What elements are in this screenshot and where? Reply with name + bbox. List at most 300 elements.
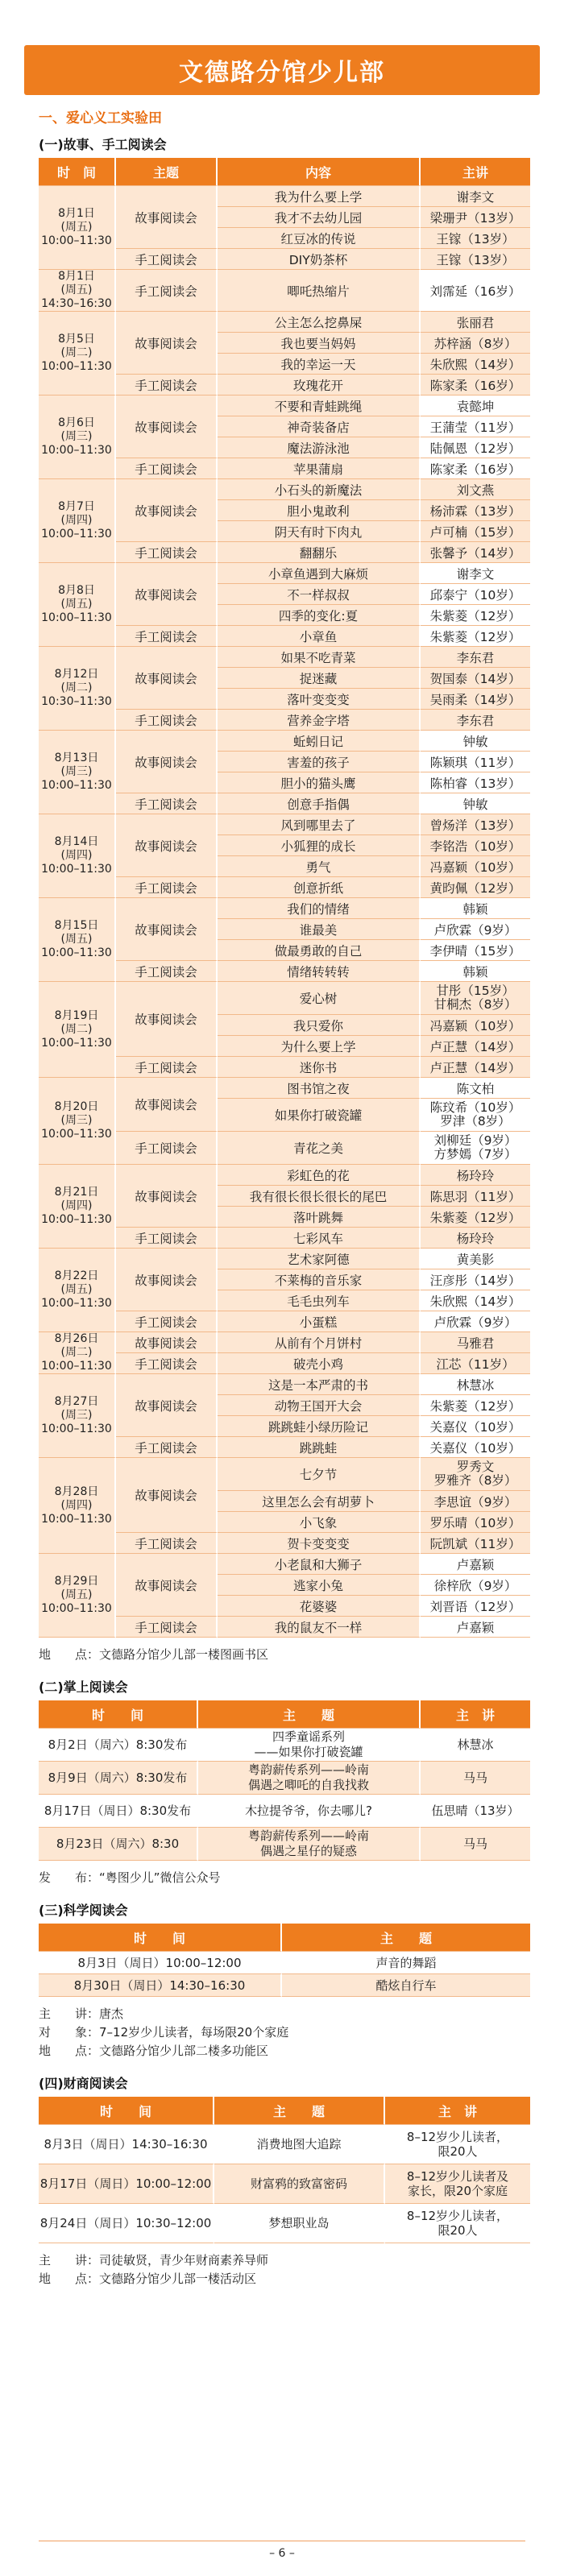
- lecturer-cell: 马马: [421, 1828, 530, 1861]
- topic-cell: 不一样叔叔: [218, 584, 421, 605]
- date-line: 10:30–11:30: [41, 695, 112, 708]
- date-line: (周四): [60, 1199, 93, 1212]
- activity-type-cell: 故事阅读会: [116, 563, 218, 626]
- lecturer-cell: 卢嘉颖: [421, 1554, 530, 1575]
- topic-cell: 七夕节: [218, 1458, 421, 1491]
- audience-cell: 8–12岁少儿读者， 限20人: [385, 2125, 530, 2164]
- lecturer-cell: 卢正慧（14岁）: [421, 1057, 530, 1078]
- topic-cell: 我为什么要上学: [218, 186, 421, 207]
- table-header-row: [39, 1924, 530, 1952]
- topic-cell: 财富鸦的致富密码: [214, 2164, 385, 2204]
- lecturer-cell: 朱欣熙（14岁）: [421, 354, 530, 375]
- topic-cell: 落叶变变变: [218, 689, 421, 710]
- note-line: 地 点：文德路分馆少儿部二楼多功能区: [39, 2044, 269, 2058]
- lecturer-cell: 黄美影: [421, 1249, 530, 1269]
- topic-cell: 我们的情绪: [218, 898, 421, 919]
- lecturer-cell: 李铭浩（10岁）: [421, 835, 530, 856]
- date-cell: [39, 396, 116, 479]
- topic-cell: 小老鼠和大狮子: [218, 1554, 421, 1575]
- topic-cell: DIY奶茶杯: [218, 249, 421, 270]
- date-cell: [39, 1249, 116, 1332]
- date-cell: [39, 563, 116, 647]
- activity-type-cell: 故事阅读会: [116, 1458, 218, 1533]
- time-cell: 8月23日（周六）8:30: [39, 1828, 198, 1861]
- lecturer-cell: 陈家柔（16岁）: [421, 375, 530, 396]
- topic-cell: 图书馆之夜: [218, 1078, 421, 1099]
- topic-cell: 玫瑰花开: [218, 375, 421, 396]
- activity-type-cell: 手工阅读会: [116, 793, 218, 814]
- lecturer-cell: 王镓（13岁）: [421, 249, 530, 270]
- part3-notes: [0, 2005, 564, 2059]
- topic-cell: 为什么要上学: [218, 1036, 421, 1057]
- lecturer-cell: 李东君: [421, 647, 530, 668]
- date-cell: [39, 1078, 116, 1165]
- topic-cell: 小飞象: [218, 1512, 421, 1533]
- lecturer-cell: 甘彤（15岁） 甘桐杰（8岁）: [421, 982, 530, 1015]
- date-line: 8月5日: [58, 333, 95, 346]
- topic-cell: 我的幸运一天: [218, 354, 421, 375]
- table-row: [39, 1249, 530, 1269]
- lecturer-cell: 林慧冰: [421, 1374, 530, 1395]
- page-banner: [24, 45, 540, 95]
- lecturer-cell: 陆佩恩（12岁）: [421, 437, 530, 458]
- lecturer-cell: 韩颖: [421, 961, 530, 982]
- topic-cell: 小狐狸的成长: [218, 835, 421, 856]
- page-number: – 6 –: [269, 2547, 295, 2560]
- topic-cell: 做最勇敢的自己: [218, 940, 421, 961]
- time-cell: 8月3日（周日）10:00–12:00: [39, 1952, 282, 1974]
- topic-cell: 跳跳蛙: [218, 1437, 421, 1458]
- science-reading-table: [39, 1924, 530, 1997]
- lecturer-cell: 陈思羽（11岁）: [421, 1186, 530, 1207]
- table-row: [39, 1795, 530, 1828]
- lecturer-cell: 刘柳廷（9岁） 方梦嫣（7岁）: [421, 1132, 530, 1165]
- topic-cell: 木拉提爷爷，你去哪儿?: [198, 1795, 421, 1828]
- table-row: [39, 2164, 530, 2204]
- topic-cell: 花婆婆: [218, 1596, 421, 1617]
- date-line: (周四): [60, 1498, 93, 1512]
- date-line: 10:00–11:30: [41, 1512, 112, 1526]
- topic-cell: 青花之美: [218, 1132, 421, 1165]
- lecturer-cell: 邱泰宁（10岁）: [421, 584, 530, 605]
- table-row: [39, 982, 530, 1015]
- date-line: 10:00–11:30: [41, 1128, 112, 1141]
- lecturer-cell: 林慧冰: [421, 1729, 530, 1762]
- topic-cell: 破壳小鸡: [218, 1353, 421, 1374]
- topic-cell: 这是一本严肃的书: [218, 1374, 421, 1395]
- finance-reading-table: [39, 2097, 530, 2243]
- topic-cell: 酷炫自行车: [282, 1974, 530, 1997]
- lecturer-cell: 梁珊尹（13岁）: [421, 207, 530, 228]
- lecturer-cell: 苏梓涵（8岁）: [421, 333, 530, 354]
- activity-type-cell: 故事阅读会: [116, 647, 218, 710]
- date-line: 8月1日: [58, 207, 95, 220]
- lecturer-cell: 杨沛霖（13岁）: [421, 500, 530, 521]
- activity-type-cell: 故事阅读会: [116, 396, 218, 458]
- lecturer-cell: 曾炀洋（13岁）: [421, 814, 530, 835]
- activity-type-cell: 手工阅读会: [116, 375, 218, 396]
- date-line: 10:00–11:30: [41, 444, 112, 457]
- lecturer-cell: 杨玲玲: [421, 1228, 530, 1249]
- column-header: 主 讲: [421, 1700, 530, 1729]
- story-craft-table: [39, 158, 530, 1638]
- table-row: [39, 1554, 530, 1575]
- table-header-row: [39, 158, 530, 186]
- lecturer-cell: 伍思晴（13岁）: [421, 1795, 530, 1828]
- lecturer-cell: 吴雨柔（14岁）: [421, 689, 530, 710]
- activity-type-cell: 故事阅读会: [116, 312, 218, 375]
- topic-cell: 神奇装备店: [218, 416, 421, 437]
- lecturer-cell: 王镓（13岁）: [421, 228, 530, 249]
- activity-type-cell: 故事阅读会: [116, 898, 218, 961]
- activity-type-cell: 手工阅读会: [116, 1353, 218, 1374]
- table-row: [39, 731, 530, 752]
- table-row: [39, 898, 530, 919]
- topic-cell: 公主怎么挖鼻屎: [218, 312, 421, 333]
- activity-type-cell: 手工阅读会: [116, 1437, 218, 1458]
- date-cell: [39, 731, 116, 814]
- lecturer-cell: 徐梓欣（9岁）: [421, 1575, 530, 1596]
- date-cell: [39, 982, 116, 1078]
- topic-cell: 蚯蚓日记: [218, 731, 421, 752]
- lecturer-cell: 马马: [421, 1762, 530, 1795]
- lecturer-cell: 贺国泰（14岁）: [421, 668, 530, 689]
- time-cell: 8月17日（周日）10:00–12:00: [39, 2164, 214, 2204]
- topic-cell: 魔法游泳池: [218, 437, 421, 458]
- activity-type-cell: 故事阅读会: [116, 1078, 218, 1132]
- column-header: 主 题: [282, 1924, 530, 1952]
- lecturer-cell: 钟敏: [421, 793, 530, 814]
- activity-type-cell: 手工阅读会: [116, 1311, 218, 1332]
- table-row: [39, 270, 530, 312]
- date-line: 8月29日: [54, 1575, 99, 1588]
- date-line: 8月7日: [58, 500, 95, 513]
- column-header: 主讲: [421, 158, 530, 186]
- activity-type-cell: 手工阅读会: [116, 626, 218, 647]
- activity-type-cell: 手工阅读会: [116, 1617, 218, 1638]
- topic-cell: 小章鱼遇到大麻烦: [218, 563, 421, 584]
- date-line: (周四): [60, 514, 93, 527]
- topic-cell: 爱心树: [218, 982, 421, 1015]
- date-line: 10:00–11:30: [41, 1423, 112, 1435]
- table-row: [39, 2204, 530, 2243]
- time-cell: 8月24日（周日）10:30–12:00: [39, 2204, 214, 2243]
- lecturer-cell: 卢嘉颖: [421, 1617, 530, 1638]
- table-header-row: [39, 2097, 530, 2125]
- part1-title: (一)故事、手工阅读会: [39, 137, 167, 152]
- lecturer-cell: 刘晋语（12岁）: [421, 1596, 530, 1617]
- lecturer-cell: 刘文燕: [421, 479, 530, 500]
- date-line: 10:00–11:30: [41, 1213, 112, 1226]
- activity-type-cell: 故事阅读会: [116, 1374, 218, 1437]
- column-header: 主 讲: [385, 2097, 530, 2125]
- audience-cell: 8–12岁少儿读者及 家长，限20个家庭: [385, 2164, 530, 2204]
- topic-cell: 不要和青蛙跳绳: [218, 396, 421, 416]
- lecturer-cell: 陈柏睿（13岁）: [421, 772, 530, 793]
- part1-place: 地 点：文德路分馆少儿部一楼图画书区: [39, 1647, 269, 1662]
- date-line: 8月21日: [54, 1186, 99, 1199]
- column-header: 主 题: [214, 2097, 385, 2125]
- lecturer-cell: 江芯（11岁）: [421, 1353, 530, 1374]
- topic-cell: 我的鼠友不一样: [218, 1617, 421, 1638]
- date-line: (周三): [60, 765, 93, 778]
- table-row: [39, 563, 530, 584]
- topic-cell: 我才不去幼儿园: [218, 207, 421, 228]
- topic-cell: 如果你打破瓷罐: [218, 1099, 421, 1132]
- table-row: [39, 1729, 530, 1762]
- topic-cell: 如果不吃青菜: [218, 647, 421, 668]
- column-header: 主题: [116, 158, 218, 186]
- table-row: [39, 312, 530, 333]
- lecturer-cell: 朱紫菱（12岁）: [421, 1395, 530, 1416]
- activity-type-cell: 故事阅读会: [116, 982, 218, 1057]
- topic-cell: 小章鱼: [218, 626, 421, 647]
- topic-cell: 营养金字塔: [218, 710, 421, 731]
- topic-cell: 小石头的新魔法: [218, 479, 421, 500]
- topic-cell: 粤韵薪传系列——岭南 偶遇之星仔的疑惑: [198, 1828, 421, 1861]
- date-line: 10:00–11:30: [41, 863, 112, 876]
- date-line: (周三): [60, 1114, 93, 1127]
- date-line: 10:00–11:30: [41, 611, 112, 624]
- lecturer-cell: 汪彦彤（14岁）: [421, 1269, 530, 1290]
- topic-cell: 情绪转转转: [218, 961, 421, 982]
- lecturer-cell: 谢李文: [421, 563, 530, 584]
- date-cell: [39, 312, 116, 396]
- topic-cell: 跳跳蛙小绿历险记: [218, 1416, 421, 1437]
- topic-cell: 捉迷藏: [218, 668, 421, 689]
- lecturer-cell: 张丽君: [421, 312, 530, 333]
- note-line: 对 象：7–12岁少儿读者，每场限20个家庭: [39, 2025, 289, 2040]
- lecturer-cell: 黄昀佩（12岁）: [421, 877, 530, 898]
- note-line: 主 讲：司徒敏贤，青少年财商素养导师: [39, 2253, 269, 2267]
- banner-title: 文德路分馆少儿部: [179, 59, 385, 87]
- date-line: (周三): [60, 430, 93, 443]
- date-cell: [39, 479, 116, 563]
- topic-cell: 谁最美: [218, 919, 421, 940]
- part4-notes: [0, 2251, 564, 2287]
- topic-cell: 七彩风车: [218, 1228, 421, 1249]
- topic-cell: 逃家小兔: [218, 1575, 421, 1596]
- table-header-row: [39, 1700, 530, 1729]
- date-line: 10:00–11:30: [41, 360, 112, 373]
- date-cell: [39, 898, 116, 982]
- lecturer-cell: 卢欣霖（9岁）: [421, 1311, 530, 1332]
- column-header: 时 间: [39, 158, 116, 186]
- date-line: 8月8日: [58, 584, 95, 597]
- time-cell: 8月3日（周日）14:30–16:30: [39, 2125, 214, 2164]
- date-line: 8月15日: [54, 919, 99, 932]
- table-row: [39, 1762, 530, 1795]
- date-line: 10:00–11:30: [41, 234, 112, 247]
- table-row: [39, 1374, 530, 1395]
- date-line: (周二): [60, 1022, 93, 1036]
- topic-cell: 不莱梅的音乐家: [218, 1269, 421, 1290]
- topic-cell: 四季的变化:夏: [218, 605, 421, 626]
- date-line: (周五): [60, 221, 93, 234]
- topic-cell: 落叶跳舞: [218, 1207, 421, 1228]
- table-row: [39, 2125, 530, 2164]
- activity-type-cell: 故事阅读会: [116, 1554, 218, 1617]
- topic-cell: 迷你书: [218, 1057, 421, 1078]
- lecturer-cell: 张馨予（14岁）: [421, 542, 530, 563]
- lecturer-cell: 陈文柏: [421, 1078, 530, 1099]
- online-reading-table: [39, 1700, 530, 1861]
- topic-cell: 害羞的孩子: [218, 752, 421, 772]
- lecturer-cell: 卢欣霖（9岁）: [421, 919, 530, 940]
- lecturer-cell: 韩颖: [421, 898, 530, 919]
- date-line: 10:00–11:30: [41, 1602, 112, 1615]
- table-row: [39, 1828, 530, 1861]
- lecturer-cell: 李东君: [421, 710, 530, 731]
- topic-cell: 毛毛虫列车: [218, 1290, 421, 1311]
- page: [0, 45, 564, 2576]
- topic-cell: 红豆冰的传说: [218, 228, 421, 249]
- activity-type-cell: 手工阅读会: [116, 710, 218, 731]
- table-row: [39, 1458, 530, 1491]
- topic-cell: 风到哪里去了: [218, 814, 421, 835]
- date-cell: [39, 1165, 116, 1249]
- activity-type-cell: 故事阅读会: [116, 814, 218, 877]
- date-line: 10:00–11:30: [41, 1297, 112, 1310]
- column-header: 时 间: [39, 1924, 282, 1952]
- lecturer-cell: 马雅君: [421, 1332, 530, 1353]
- date-line: (周二): [60, 1346, 93, 1359]
- lecturer-cell: 钟敏: [421, 731, 530, 752]
- date-line: 10:00–11:30: [41, 1036, 112, 1050]
- lecturer-cell: 冯嘉颖（10岁）: [421, 1015, 530, 1036]
- date-line: 8月27日: [54, 1395, 99, 1408]
- date-cell: [39, 270, 116, 312]
- topic-cell: 动物王国开大会: [218, 1395, 421, 1416]
- time-cell: 8月30日（周日）14:30–16:30: [39, 1974, 282, 1997]
- lecturer-cell: 王蒲莹（11岁）: [421, 416, 530, 437]
- activity-type-cell: 手工阅读会: [116, 961, 218, 982]
- date-cell: [39, 1554, 116, 1638]
- lecturer-cell: 朱紫菱（12岁）: [421, 1207, 530, 1228]
- topic-cell: 我有很长很长很长的尾巴: [218, 1186, 421, 1207]
- date-line: 8月22日: [54, 1269, 99, 1282]
- lecturer-cell: 李伊晴（15岁）: [421, 940, 530, 961]
- activity-type-cell: 手工阅读会: [116, 458, 218, 479]
- time-cell: 8月2日（周六）8:30发布: [39, 1729, 198, 1762]
- date-line: 8月6日: [58, 416, 95, 429]
- date-cell: [39, 814, 116, 898]
- lecturer-cell: 朱欣熙（14岁）: [421, 1290, 530, 1311]
- date-line: 8月20日: [54, 1100, 99, 1113]
- date-line: 8月28日: [54, 1485, 99, 1498]
- lecturer-cell: 刘霈延（16岁）: [421, 270, 530, 312]
- topic-cell: 艺术家阿德: [218, 1249, 421, 1269]
- date-line: (周五): [60, 1283, 93, 1296]
- date-line: 10:00–11:30: [41, 1360, 112, 1373]
- lecturer-cell: 谢李文: [421, 186, 530, 207]
- date-line: (周五): [60, 1588, 93, 1601]
- activity-type-cell: 故事阅读会: [116, 1165, 218, 1228]
- table-row: [39, 1332, 530, 1353]
- date-cell: [39, 647, 116, 731]
- topic-cell: 我只爱你: [218, 1015, 421, 1036]
- table-row: [39, 1165, 530, 1186]
- activity-type-cell: 手工阅读会: [116, 877, 218, 898]
- date-cell: [39, 1332, 116, 1374]
- activity-type-cell: 手工阅读会: [116, 1533, 218, 1554]
- activity-type-cell: 手工阅读会: [116, 1228, 218, 1249]
- table-row: [39, 1952, 530, 1974]
- date-line: 8月14日: [54, 835, 99, 848]
- activity-type-cell: 手工阅读会: [116, 270, 218, 312]
- activity-type-cell: 故事阅读会: [116, 1249, 218, 1311]
- part2-publish: 发 布：“粤图少儿”微信公众号: [39, 1870, 221, 1885]
- time-cell: 8月17日（周日）8:30发布: [39, 1795, 198, 1828]
- topic-cell: 胆小的猫头鹰: [218, 772, 421, 793]
- activity-type-cell: 故事阅读会: [116, 479, 218, 542]
- topic-cell: 小蛋糕: [218, 1311, 421, 1332]
- date-line: 8月19日: [54, 1008, 99, 1022]
- topic-cell: 苹果蒲扇: [218, 458, 421, 479]
- activity-type-cell: 手工阅读会: [116, 1132, 218, 1165]
- activity-type-cell: 手工阅读会: [116, 1057, 218, 1078]
- lecturer-cell: 阮凯斌（11岁）: [421, 1533, 530, 1554]
- date-line: (周五): [60, 284, 93, 296]
- column-header: 主 题: [198, 1700, 421, 1729]
- date-line: 8月1日: [58, 270, 95, 283]
- column-header: 内容: [218, 158, 421, 186]
- activity-type-cell: 故事阅读会: [116, 1332, 218, 1353]
- table-row: [39, 396, 530, 416]
- table-row: [39, 186, 530, 207]
- date-line: 8月13日: [54, 752, 99, 764]
- activity-type-cell: 故事阅读会: [116, 731, 218, 793]
- lecturer-cell: 李思谊（9岁）: [421, 1491, 530, 1512]
- audience-cell: 8–12岁少儿读者， 限20人: [385, 2204, 530, 2243]
- column-header: 时 间: [39, 1700, 198, 1729]
- date-line: 10:00–11:30: [41, 779, 112, 792]
- date-line: 10:00–11:30: [41, 528, 112, 540]
- note-line: 主 讲：唐杰: [39, 2007, 124, 2021]
- topic-cell: 从前有个月饼村: [218, 1332, 421, 1353]
- date-line: 10:00–11:30: [41, 946, 112, 959]
- lecturer-cell: 陈家柔（16岁）: [421, 458, 530, 479]
- date-line: (周二): [60, 346, 93, 359]
- table-row: [39, 814, 530, 835]
- section-title: 一、爱心义工实验田: [39, 110, 162, 126]
- topic-cell: 贺卡变变变: [218, 1533, 421, 1554]
- table-row: [39, 1974, 530, 1997]
- date-cell: [39, 186, 116, 270]
- lecturer-cell: 罗乐晴（10岁）: [421, 1512, 530, 1533]
- date-cell: [39, 1374, 116, 1458]
- date-line: (周五): [60, 933, 93, 946]
- lecturer-cell: 卢可楠（15岁）: [421, 521, 530, 542]
- part3-title: (三)科学阅读会: [39, 1903, 128, 1918]
- topic-cell: 创意手指偶: [218, 793, 421, 814]
- table-row: [39, 647, 530, 668]
- topic-cell: 四季童谣系列 ——如果你打破瓷罐: [198, 1729, 421, 1762]
- lecturer-cell: 袁懿坤: [421, 396, 530, 416]
- topic-cell: 创意折纸: [218, 877, 421, 898]
- lecturer-cell: 陈颖琪（11岁）: [421, 752, 530, 772]
- lecturer-cell: 陈玟希（10岁） 罗津（8岁）: [421, 1099, 530, 1132]
- topic-cell: 胆小鬼敢利: [218, 500, 421, 521]
- note-line: 地 点：文德路分馆少儿部一楼活动区: [39, 2272, 257, 2286]
- lecturer-cell: 罗秀文 罗雅齐（8岁）: [421, 1458, 530, 1491]
- activity-type-cell: 手工阅读会: [116, 249, 218, 270]
- date-line: (周五): [60, 598, 93, 611]
- date-line: 14:30–16:30: [41, 297, 112, 310]
- topic-cell: 梦想职业岛: [214, 2204, 385, 2243]
- table-row: [39, 1078, 530, 1099]
- date-line: (周二): [60, 681, 93, 694]
